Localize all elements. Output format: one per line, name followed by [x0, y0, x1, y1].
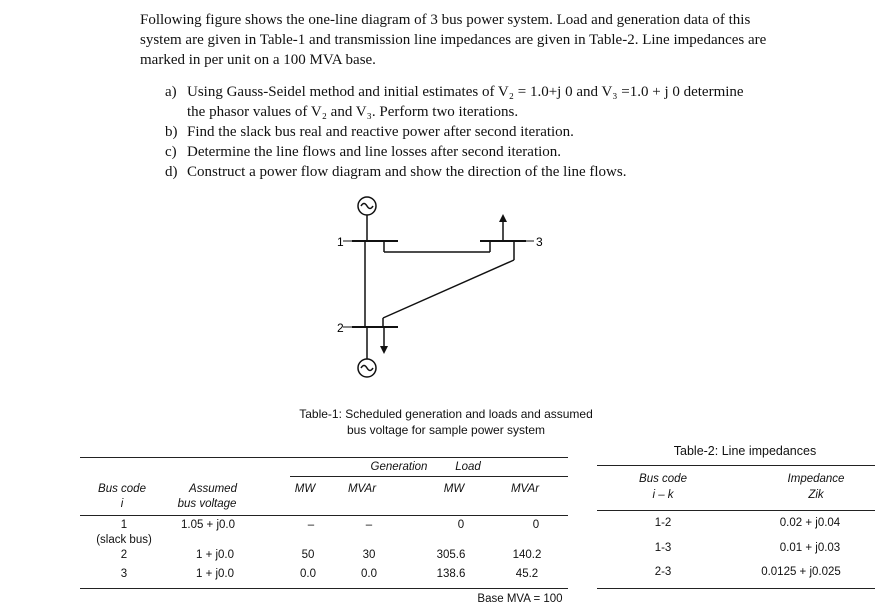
table2-title: Table-2: Line impedances	[673, 444, 817, 458]
question-label: d)	[165, 164, 178, 180]
header-gen-mvar: MVAr	[347, 483, 377, 495]
question-label: a)	[165, 84, 177, 100]
t1-row2-load-mw: 305.6	[436, 549, 466, 561]
bus-3-label: 3	[536, 235, 543, 249]
table1-header-rule	[80, 515, 568, 516]
t1-row2-load-mvar: 140.2	[512, 549, 542, 561]
problem-intro: Following figure shows the one-line diagram of 3 bus power system. Load and generation data of this system are given in Table-1 and transmission line impedances are given in Table-2. Line impedances are marked in per unit on a 100 MVA base.	[140, 12, 767, 68]
load-2-arrow-icon	[380, 346, 388, 354]
question-text: Determine the line flows and line losses after second iteration.	[187, 144, 562, 160]
line-2-3	[383, 260, 514, 318]
question-label: c)	[165, 144, 177, 160]
table1-bottom-rule	[80, 588, 568, 589]
table2-bottom-rule	[597, 588, 875, 589]
t1-row2-gen-mvar: 30	[362, 549, 376, 561]
t1-row3-load-mvar: 45.2	[515, 568, 539, 580]
t2-row2-bus: 1-3	[654, 542, 672, 554]
table1-caption: Table-1: Scheduled generation and loads and assumed bus voltage for sample power system	[299, 407, 593, 437]
header-assumed: Assumed	[189, 483, 237, 495]
t1-row1-note: (slack bus)	[96, 534, 152, 546]
t1-row2-bus: 2	[120, 549, 128, 561]
t1-row1-gen-mvar: –	[365, 519, 373, 531]
t1-row3-load-mw: 138.6	[436, 568, 466, 580]
bus-1-label: 1	[337, 235, 344, 249]
t1-row3-voltage: 1 + j0.0	[195, 568, 235, 580]
question-text: Find the slack bus real and reactive power after second iteration.	[187, 124, 574, 140]
t1-row1-load-mw: 0	[457, 519, 465, 531]
table2-header-rule	[597, 510, 875, 511]
group-load: Load	[455, 461, 481, 473]
bus-2-label: 2	[337, 321, 344, 335]
t1-row1-gen-mw: –	[307, 519, 315, 531]
t2-row3-z: 0.0125 + j0.025	[761, 566, 841, 578]
t2-header-impedance: Impedance	[787, 473, 845, 485]
table1-footer: Base MVA = 100	[477, 593, 563, 605]
header-bus-code: Bus code	[98, 483, 146, 495]
t2-header-bus-code-sub: i – k	[652, 489, 674, 501]
t1-row2-voltage: 1 + j0.0	[195, 549, 235, 561]
t1-row3-gen-mw: 0.0	[300, 568, 316, 580]
question-text: Construct a power flow diagram and show the direction of the line flows.	[187, 164, 627, 180]
table2-top-rule	[597, 465, 875, 466]
t2-row3-bus: 2-3	[654, 566, 672, 578]
header-gen-mw: MW	[294, 483, 316, 495]
t2-header-impedance-sub: Zik	[808, 489, 824, 501]
question-label: b)	[165, 124, 178, 140]
load-3-arrow-icon	[499, 214, 507, 222]
header-load-mw: MW	[443, 483, 465, 495]
t2-row1-bus: 1-2	[654, 517, 672, 529]
generator-1-wave	[361, 204, 373, 209]
t1-row3-bus: 3	[120, 568, 128, 580]
header-bus-code-sub: i	[120, 498, 124, 510]
t1-row1-bus: 1	[120, 519, 128, 531]
table1-top-rule	[80, 457, 568, 458]
generator-2-wave	[361, 366, 373, 371]
table1-group-rule	[290, 476, 568, 477]
t1-row2-gen-mw: 50	[301, 549, 315, 561]
t1-row3-gen-mvar: 0.0	[361, 568, 377, 580]
t2-row1-z: 0.02 + j0.04	[779, 517, 841, 529]
header-assumed-sub: bus voltage	[177, 498, 237, 510]
t2-row2-z: 0.01 + j0.03	[779, 542, 841, 554]
group-generation: Generation	[370, 461, 428, 473]
t1-row1-load-mvar: 0	[532, 519, 540, 531]
question-text: Using Gauss-Seidel method and initial estimates of V₂ = 1.0+j 0 and V₃ =1.0 + j 0 determine the phasor values of V₂ and V₃. Perform two iterations.	[187, 84, 744, 120]
header-load-mvar: MVAr	[510, 483, 540, 495]
t1-row1-voltage: 1.05 + j0.0	[180, 519, 236, 531]
t2-header-bus-code: Bus code	[639, 473, 687, 485]
